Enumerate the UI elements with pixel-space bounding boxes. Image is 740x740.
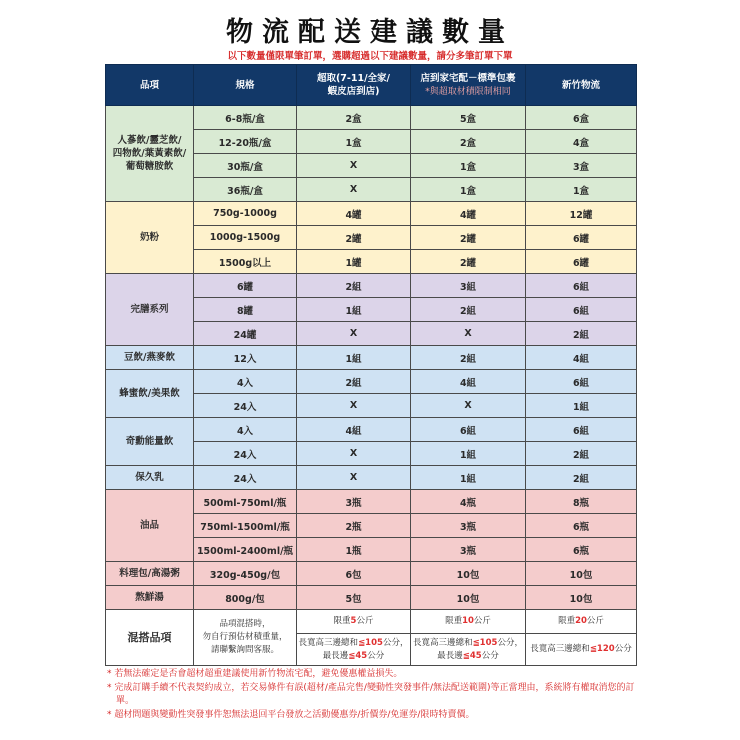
pickup-cell: X <box>297 178 411 202</box>
home-cell: 6組 <box>411 418 526 442</box>
home-cell: 2罐 <box>411 250 526 274</box>
pickup-cell: 2瓶 <box>297 514 411 538</box>
spec-cell: 500ml-750ml/瓶 <box>194 490 297 514</box>
header-spec: 規格 <box>194 65 297 106</box>
spec-cell: 1500ml-2400ml/瓶 <box>194 538 297 562</box>
pickup-cell: X <box>297 154 411 178</box>
pickup-cell: 4組 <box>297 418 411 442</box>
pickup-cell: 1組 <box>297 298 411 322</box>
header-home-delivery: 店到家宅配－標準包裹 *與超取材積限制相同 <box>411 65 526 106</box>
category-cell: 保久乳 <box>106 466 194 490</box>
hct-cell: 1組 <box>526 394 637 418</box>
category-cell: 完膳系列 <box>106 274 194 346</box>
hct-cell: 6組 <box>526 298 637 322</box>
pickup-cell: 2罐 <box>297 226 411 250</box>
spec-cell: 24罐 <box>194 322 297 346</box>
table-row <box>106 346 637 370</box>
spec-cell: 24入 <box>194 442 297 466</box>
spec-cell: 4入 <box>194 370 297 394</box>
table-header-row <box>106 65 637 106</box>
home-cell: 3瓶 <box>411 538 526 562</box>
home-cell: 1組 <box>411 442 526 466</box>
spec-cell: 4入 <box>194 418 297 442</box>
pickup-cell: X <box>297 394 411 418</box>
home-cell: 1組 <box>411 466 526 490</box>
category-cell: 料理包/高湯粥 <box>106 562 194 586</box>
home-cell: 2組 <box>411 298 526 322</box>
pickup-cell: 3瓶 <box>297 490 411 514</box>
pickup-cell: 1組 <box>297 346 411 370</box>
footnote: * 超材問題與變動性突發事件恕無法退回平台發放之活動優惠券/折價券/免運券/限時特賣價。 <box>107 709 475 720</box>
spec-cell: 24入 <box>194 394 297 418</box>
home-cell: 3組 <box>411 274 526 298</box>
pickup-cell: 2組 <box>297 274 411 298</box>
mix-spec-cell: 品項混搭時， 勿自行預估材積重量， 請聯繫詢問客服。 <box>194 610 297 666</box>
home-cell: 10包 <box>411 586 526 610</box>
table-row <box>106 418 637 442</box>
spec-cell: 12-20瓶/盒 <box>194 130 297 154</box>
hct-cell: 10包 <box>526 586 637 610</box>
home-cell: 5盒 <box>411 106 526 130</box>
table-row <box>106 106 637 130</box>
category-cell: 奶粉 <box>106 202 194 274</box>
hct-cell: 8瓶 <box>526 490 637 514</box>
hct-cell: 6組 <box>526 418 637 442</box>
table-row-mix <box>106 610 637 634</box>
home-cell: 4瓶 <box>411 490 526 514</box>
hct-cell: 6組 <box>526 274 637 298</box>
home-cell: 1盒 <box>411 178 526 202</box>
category-cell: 混搭品項 <box>106 610 194 666</box>
home-cell: 1盒 <box>411 154 526 178</box>
home-cell: 2罐 <box>411 226 526 250</box>
hct-cell: 10包 <box>526 562 637 586</box>
pickup-cell: 6包 <box>297 562 411 586</box>
hct-cell: 6盒 <box>526 106 637 130</box>
header-hct: 新竹物流 <box>526 65 637 106</box>
header-pickup: 超取(7-11/全家/ 蝦皮店到店) <box>297 65 411 106</box>
hct-cell: 6罐 <box>526 226 637 250</box>
spec-cell: 24入 <box>194 466 297 490</box>
table-row <box>106 562 637 586</box>
table-row <box>106 490 637 514</box>
home-cell: 2盒 <box>411 130 526 154</box>
spec-cell: 12入 <box>194 346 297 370</box>
hct-cell: 12罐 <box>526 202 637 226</box>
header-home-note: *與超取材積限制相同 <box>425 86 511 97</box>
spec-cell: 750ml-1500ml/瓶 <box>194 514 297 538</box>
pickup-cell: X <box>297 442 411 466</box>
hct-cell: 3盒 <box>526 154 637 178</box>
spec-cell: 1000g-1500g <box>194 226 297 250</box>
spec-cell: 6-8瓶/盒 <box>194 106 297 130</box>
hct-cell: 4盒 <box>526 130 637 154</box>
home-cell: 10包 <box>411 562 526 586</box>
pickup-cell: 1罐 <box>297 250 411 274</box>
spec-cell: 750g-1000g <box>194 202 297 226</box>
home-cell: X <box>411 322 526 346</box>
category-cell: 奇勳能量飲 <box>106 418 194 466</box>
shipping-quantity-table <box>105 64 637 666</box>
page-title: 物流配送建議數量 <box>226 17 514 48</box>
pickup-cell: X <box>297 322 411 346</box>
spec-cell: 30瓶/盒 <box>194 154 297 178</box>
spec-cell: 800g/包 <box>194 586 297 610</box>
spec-cell: 36瓶/盒 <box>194 178 297 202</box>
hct-cell: 6組 <box>526 370 637 394</box>
spec-cell: 8罐 <box>194 298 297 322</box>
pickup-cell: 1瓶 <box>297 538 411 562</box>
category-cell: 豆飲/燕麥飲 <box>106 346 194 370</box>
category-cell: 熬鮮湯 <box>106 586 194 610</box>
hct-cell: 2組 <box>526 466 637 490</box>
spec-cell: 1500g以上 <box>194 250 297 274</box>
hct-cell: 6瓶 <box>526 514 637 538</box>
pickup-cell: 2組 <box>297 370 411 394</box>
home-cell: 4組 <box>411 370 526 394</box>
table-row <box>106 466 637 490</box>
spec-cell: 320g-450g/包 <box>194 562 297 586</box>
home-size-cell: 長寬高三邊總和≦105公分， 最長邊≦45公分 <box>411 634 526 666</box>
header-item: 品項 <box>106 65 194 106</box>
pickup-size-cell: 長寬高三邊總和≦105公分， 最長邊≦45公分 <box>297 634 411 666</box>
pickup-cell: 1盒 <box>297 130 411 154</box>
pickup-cell: X <box>297 466 411 490</box>
category-cell: 蜂蜜飲/美果飲 <box>106 370 194 418</box>
hct-cell: 6罐 <box>526 250 637 274</box>
pickup-cell: 2盒 <box>297 106 411 130</box>
pickup-cell: 5包 <box>297 586 411 610</box>
hct-cell: 1盒 <box>526 178 637 202</box>
home-weight-cell: 限重10公斤 <box>411 610 526 634</box>
pickup-weight-cell: 限重5公斤 <box>297 610 411 634</box>
category-cell: 油品 <box>106 490 194 562</box>
home-cell: 2組 <box>411 346 526 370</box>
home-cell: 4罐 <box>411 202 526 226</box>
table-row <box>106 274 637 298</box>
hct-cell: 4組 <box>526 346 637 370</box>
home-cell: X <box>411 394 526 418</box>
footnote: * 若無法確定是否會超材超重建議使用新竹物流宅配，避免優惠權益損失。 <box>107 669 403 679</box>
spec-cell: 6罐 <box>194 274 297 298</box>
footnotes <box>107 668 647 722</box>
hct-weight-cell: 限重20公斤 <box>526 610 637 634</box>
hct-cell: 2組 <box>526 442 637 466</box>
pickup-cell: 4罐 <box>297 202 411 226</box>
hct-cell: 2組 <box>526 322 637 346</box>
category-cell: 人蔘飲/靈芝飲/ 四物飲/葉黃素飲/ 葡萄糖胺飲 <box>106 106 194 202</box>
home-cell: 3瓶 <box>411 514 526 538</box>
table-row <box>106 370 637 394</box>
footnote: * 完成訂購手續不代表契約成立，若交易條件有誤(超材/產品完售/變動性突發事件/無法配送範圍)等正當理由，系統將有權取消您的訂單。 <box>107 682 635 706</box>
hct-cell: 6瓶 <box>526 538 637 562</box>
hct-size-cell: 長寬高三邊總和≦120公分 <box>526 634 637 666</box>
page-subtitle: 以下數量僅限單筆訂單，選購超過以下建議數量，請分多筆訂單下單 <box>227 51 513 62</box>
table-row <box>106 586 637 610</box>
table-row <box>106 202 637 226</box>
